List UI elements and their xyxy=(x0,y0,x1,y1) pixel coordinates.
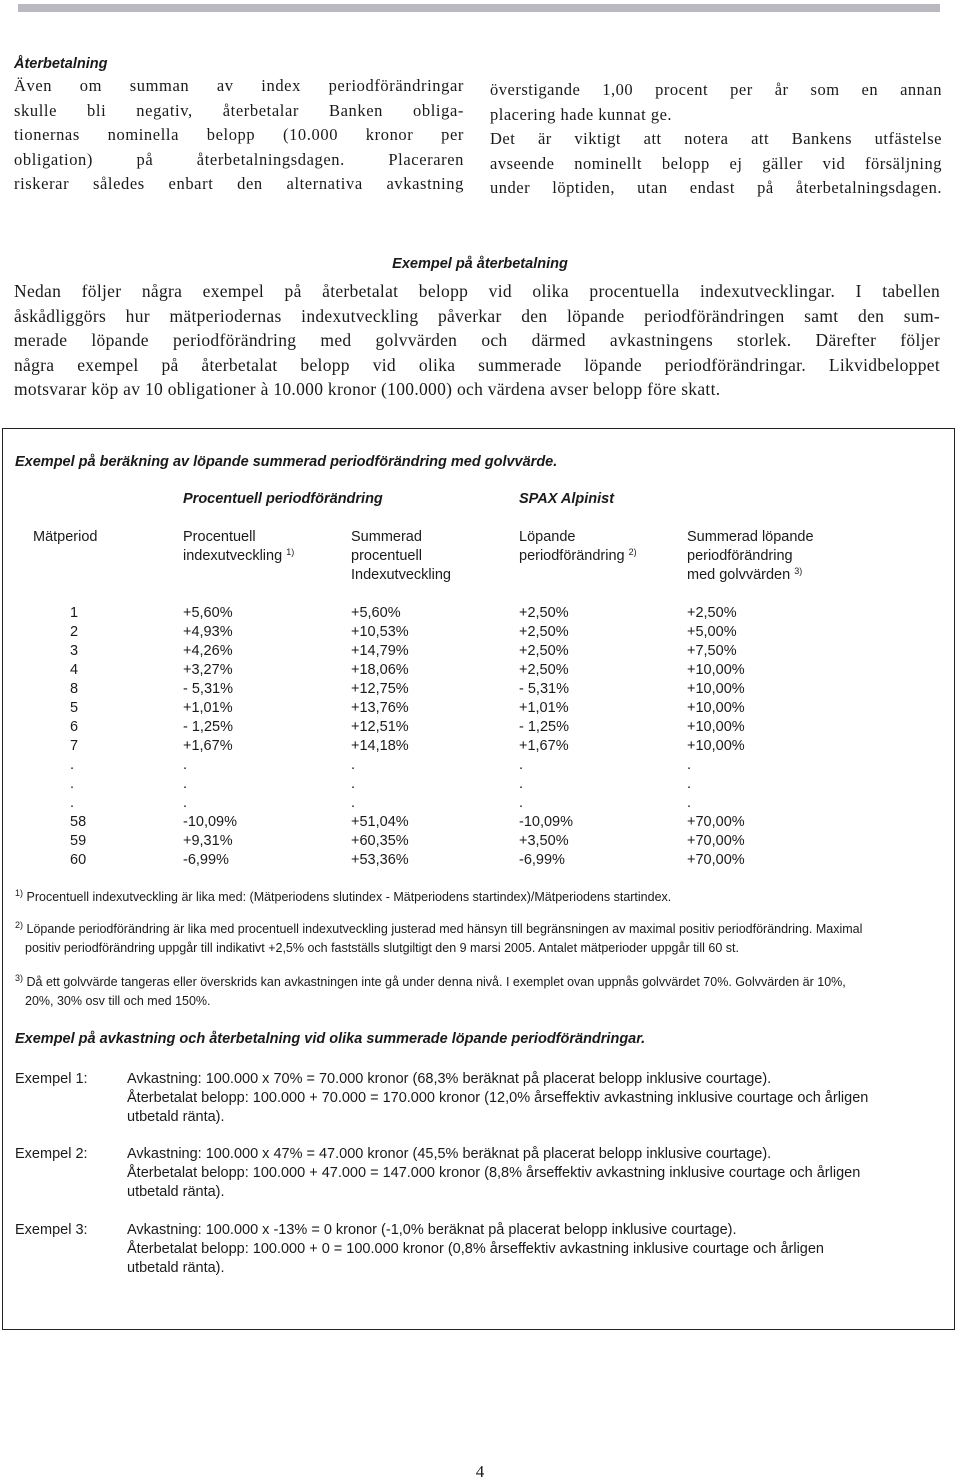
calculation-box xyxy=(2,428,955,1330)
example-line: Avkastning: 100.000 x 70% = 70.000 kronor (68,3% beräknat på placerat belopp inklusive courtage). xyxy=(127,1071,772,1087)
footnote-3 xyxy=(15,973,945,1011)
repayment-right-column xyxy=(490,78,942,201)
example-line: utbetald ränta). xyxy=(127,1109,225,1125)
calc-box-title: Exempel på beräkning av löpande summerad periodförändring med golvvärde. xyxy=(15,454,558,470)
table-cell: . xyxy=(687,776,692,792)
table-row xyxy=(3,756,953,775)
example-line: Återbetalat belopp: 100.000 + 0 = 100.000 kronor (0,8% årseffektiv avkastning inklusive courtage och årligen xyxy=(127,1241,824,1257)
table-cell: +1,01% xyxy=(183,700,233,716)
table-cell: 59 xyxy=(70,833,87,849)
table-cell: +2,50% xyxy=(519,643,569,659)
text-line: avseende nominellt belopp ej gäller vid försäljning xyxy=(490,153,942,173)
header-text: Löpande xyxy=(519,529,576,545)
table-cell: -10,09% xyxy=(519,814,574,830)
table-row xyxy=(3,718,953,737)
footnote-text: positiv periodförändring uppgår till indikativt +2,5% och fastställs slutgiltigt den 9 marsi 2005. Antalet mätperioder uppgår till 60 st. xyxy=(25,941,739,955)
col-header-index-change xyxy=(183,528,294,566)
text-line: tionernas nominella belopp (10.000 kronor per xyxy=(14,125,464,144)
table-cell: . xyxy=(351,757,356,773)
footnote-text: Då ett golvvärde tangeras eller överskrids kan avkastningen inte gå under denna nivå. I exemplet ovan uppnås golvvärdet 70%. Golvvärden är 10%, xyxy=(26,975,846,989)
footnote-2 xyxy=(15,920,945,958)
table-row xyxy=(3,642,953,661)
footnote-mark: 3) xyxy=(794,566,803,576)
table-cell: +13,76% xyxy=(351,700,409,716)
example-line: Återbetalat belopp: 100.000 + 70.000 = 170.000 kronor (12,0% årseffektiv avkastning inklusive courtage och årligen xyxy=(127,1090,869,1106)
table-cell: +7,50% xyxy=(687,643,737,659)
table-cell: - 1,25% xyxy=(183,719,233,735)
table-cell: 6 xyxy=(70,719,79,735)
table-cell: +1,67% xyxy=(519,738,569,754)
table-cell: +3,50% xyxy=(519,833,569,849)
examples-title: Exempel på avkastning och återbetalning vid olika summerade löpande periodförändringar. xyxy=(15,1031,646,1047)
table-cell: +51,04% xyxy=(351,814,409,830)
footnote-1 xyxy=(15,888,945,907)
table-cell: +1,67% xyxy=(183,738,233,754)
header-text: procentuell xyxy=(351,548,422,564)
text-line: åskådliggörs hur mätperiodernas indexutveckling påverkar den löpande periodförändringen samt den sum- xyxy=(14,305,940,326)
table-cell: +10,00% xyxy=(687,662,745,678)
table-cell: . xyxy=(183,795,188,811)
table-row xyxy=(3,680,953,699)
table-cell: +2,50% xyxy=(519,605,569,621)
table-cell: +18,06% xyxy=(351,662,409,678)
table-cell: . xyxy=(70,795,75,811)
table-cell: 8 xyxy=(70,681,79,697)
table-cell: +1,01% xyxy=(519,700,569,716)
table-cell: +2,50% xyxy=(519,662,569,678)
header-text: med golvvärden xyxy=(687,567,791,583)
footnote-mark: 3) xyxy=(15,973,24,983)
header-text: Summerad löpande xyxy=(687,529,814,545)
table-cell: +2,50% xyxy=(519,624,569,640)
table-cell: - 1,25% xyxy=(519,719,569,735)
table-cell: 7 xyxy=(70,738,79,754)
footnote-text: Löpande periodförändring är lika med procentuell indexutveckling justerad med hänsyn till begränsningen av maximal positiv periodförändring. Maximal xyxy=(26,922,863,936)
header-text: Indexutveckling xyxy=(351,567,451,583)
text-line: riskerar således enbart den alternativa avkastning xyxy=(14,174,464,193)
table-cell: . xyxy=(519,757,524,773)
table-cell: . xyxy=(70,776,75,792)
table-cell: +12,51% xyxy=(351,719,409,735)
example-line: Avkastning: 100.000 x -13% = 0 kronor (-1,0% beräknat på placerat belopp inklusive courtage). xyxy=(127,1222,737,1238)
table-cell: . xyxy=(687,795,692,811)
table-cell: . xyxy=(687,757,692,773)
table-cell: +4,93% xyxy=(183,624,233,640)
table-cell: . xyxy=(351,795,356,811)
table-cell: 4 xyxy=(70,662,79,678)
table-cell: - 5,31% xyxy=(183,681,233,697)
table-cell: . xyxy=(519,795,524,811)
footnote-text: 20%, 30% osv till och med 150%. xyxy=(25,994,211,1008)
example-intro-paragraph xyxy=(14,279,940,402)
table-cell: +3,27% xyxy=(183,662,233,678)
header-text: Procentuell xyxy=(183,529,256,545)
col-header-summed-index xyxy=(351,528,451,585)
page-number: 4 xyxy=(475,1462,485,1481)
table-cell: +9,31% xyxy=(183,833,233,849)
group-header-right: SPAX Alpinist xyxy=(519,491,615,507)
header-text: periodförändring xyxy=(519,548,625,564)
table-cell: +70,00% xyxy=(687,852,745,868)
text-line: under löptiden, utan endast på återbetalningsdagen. xyxy=(490,178,942,197)
footnote-mark: 1) xyxy=(15,888,24,898)
table-cell: +5,60% xyxy=(183,605,233,621)
header-text: Mätperiod xyxy=(33,529,98,545)
text-line: några exempel på återbetalat belopp vid olika summerade löpande periodförändringar. Likvidbeloppet xyxy=(14,354,940,375)
table-row xyxy=(3,775,953,794)
table-row xyxy=(3,832,953,851)
table-cell: . xyxy=(519,776,524,792)
example-1-label: Exempel 1: xyxy=(15,1071,88,1087)
footnote-mark: 2) xyxy=(628,547,637,557)
text-line: Även om summan av index periodförändringar xyxy=(14,76,464,95)
example-line: Avkastning: 100.000 x 47% = 47.000 kronor (45,5% beräknat på placerat belopp inklusive courtage). xyxy=(127,1146,772,1162)
table-cell: -6,99% xyxy=(183,852,229,868)
table-cell: +5,60% xyxy=(351,605,401,621)
table-cell: +12,75% xyxy=(351,681,409,697)
header-text: periodförändring xyxy=(687,548,793,564)
table-cell: +60,35% xyxy=(351,833,409,849)
table-cell: . xyxy=(70,757,75,773)
table-cell: -6,99% xyxy=(519,852,565,868)
text-line: Nedan följer några exempel på återbetalat belopp vid olika procentuella indexutvecklingar. I tabellen xyxy=(14,281,940,301)
table-cell: . xyxy=(183,757,188,773)
footnote-mark: 1) xyxy=(286,547,295,557)
example-line: utbetald ränta). xyxy=(127,1260,225,1276)
repayment-left-column xyxy=(14,54,464,197)
table-cell: +70,00% xyxy=(687,833,745,849)
table-cell: 2 xyxy=(70,624,79,640)
table-cell: 60 xyxy=(70,852,87,868)
header-text: Summerad xyxy=(351,529,422,545)
text-line: överstigande 1,00 procent per år som en annan xyxy=(490,80,942,99)
table-row xyxy=(3,604,953,623)
table-cell: +10,00% xyxy=(687,700,745,716)
table-cell: 58 xyxy=(70,814,87,830)
table-cell: . xyxy=(351,776,356,792)
example-heading: Exempel på återbetalning xyxy=(392,256,568,272)
table-cell: +70,00% xyxy=(687,814,745,830)
repayment-heading: Återbetalning xyxy=(14,56,108,72)
table-cell: - 5,31% xyxy=(519,681,569,697)
table-row xyxy=(3,699,953,718)
text-line: motsvarar köp av 10 obligationer à 10.000 kronor (100.000) och värdena avser belopp före skatt. xyxy=(14,379,721,399)
table-cell: +14,79% xyxy=(351,643,409,659)
footnote-mark: 2) xyxy=(15,920,24,930)
table-row xyxy=(3,851,953,870)
table-cell: 1 xyxy=(70,605,79,621)
text-line: merade löpande periodförändring med golvvärden och därmed avkastningens storlek. Därefter följer xyxy=(14,330,940,350)
header-text: indexutveckling xyxy=(183,548,283,564)
top-rule xyxy=(18,4,940,12)
example-1-text xyxy=(127,1070,945,1127)
table-cell: +53,36% xyxy=(351,852,409,868)
text-line: Det är viktigt att notera att Bankens utfästelse xyxy=(490,129,942,148)
table-cell: +10,53% xyxy=(351,624,409,640)
col-header-running-change xyxy=(519,528,637,566)
table-row xyxy=(3,623,953,642)
table-cell: +10,00% xyxy=(687,681,745,697)
table-cell: -10,09% xyxy=(183,814,238,830)
table-cell: . xyxy=(183,776,188,792)
text-line: skulle bli negativ, återbetalar Banken obliga- xyxy=(14,100,464,120)
table-cell: +5,00% xyxy=(687,624,737,640)
table-row xyxy=(3,813,953,832)
example-line: utbetald ränta). xyxy=(127,1184,225,1200)
footnote-text: Procentuell indexutveckling är lika med: (Mätperiodens slutindex - Mätperiodens startindex)/Mätperiodens startindex. xyxy=(26,890,672,904)
example-2-label: Exempel 2: xyxy=(15,1146,88,1162)
table-row xyxy=(3,737,953,756)
example-line: Återbetalat belopp: 100.000 + 47.000 = 147.000 kronor (8,8% årseffektiv avkastning inklusive courtage och årligen xyxy=(127,1165,861,1181)
col-header-period xyxy=(33,528,97,547)
col-header-summed-floor xyxy=(687,528,814,585)
table-row xyxy=(3,794,953,813)
text-line: obligation) på återbetalningsdagen. Placeraren xyxy=(14,149,464,169)
example-2-text xyxy=(127,1145,945,1202)
table-cell: 5 xyxy=(70,700,79,716)
table-cell: +4,26% xyxy=(183,643,233,659)
table-cell: +10,00% xyxy=(687,719,745,735)
group-header-left: Procentuell periodförändring xyxy=(183,491,383,507)
table-cell: +10,00% xyxy=(687,738,745,754)
table-cell: 3 xyxy=(70,643,79,659)
example-3-text xyxy=(127,1221,945,1278)
table-cell: +2,50% xyxy=(687,605,737,621)
table-cell: +14,18% xyxy=(351,738,409,754)
example-3-label: Exempel 3: xyxy=(15,1222,88,1238)
text-line: placering hade kunnat ge. xyxy=(490,104,673,124)
table-row xyxy=(3,661,953,680)
